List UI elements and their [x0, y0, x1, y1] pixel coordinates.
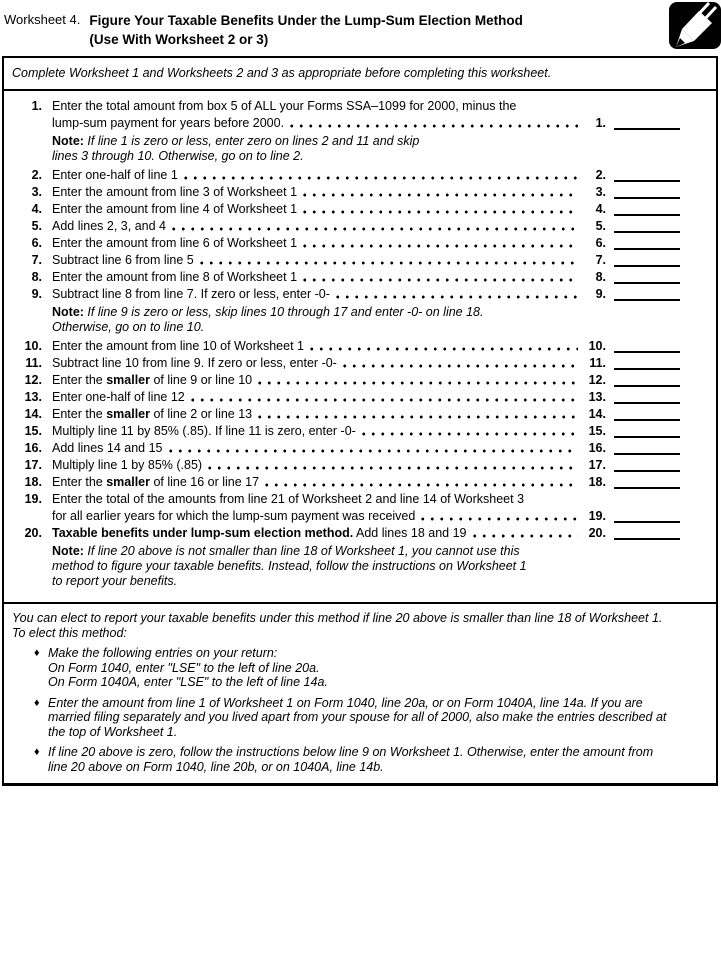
note-line: to report your benefits. [52, 574, 178, 588]
note-label: Note: [52, 305, 84, 319]
bullet-text [48, 696, 708, 740]
answer-blank-line-20[interactable] [614, 538, 680, 540]
line-text [52, 406, 252, 423]
line-text [52, 201, 297, 218]
answer-number: 19. [588, 509, 606, 523]
line-row [12, 508, 680, 525]
answer-blank-line-17[interactable] [614, 470, 680, 472]
line-row [12, 389, 680, 406]
line-row [12, 355, 680, 372]
answer-number: 11. [589, 356, 606, 370]
bullet-icon: ♦ [34, 746, 40, 758]
dot-leader [287, 115, 578, 132]
note-line [52, 305, 680, 320]
answer-blank-line-12[interactable] [614, 385, 680, 387]
line-row [12, 440, 680, 457]
dot-leader [359, 423, 578, 440]
plain-text: Enter the [52, 373, 107, 387]
answer-blank-line-2[interactable] [614, 180, 680, 182]
answer-number: 14. [588, 407, 606, 421]
dot-leader [169, 218, 578, 235]
dot-leader [255, 372, 578, 389]
line-number: 14. [24, 407, 42, 421]
plain-text: Multiply line 1 by 85% (.85) [52, 458, 203, 472]
plain-text: for all earlier years for which the lump-sum payment was received [52, 509, 416, 523]
line-number: 11. [25, 356, 42, 370]
line-row [12, 98, 680, 115]
line-number: 2. [31, 168, 42, 182]
dot-leader [300, 235, 578, 252]
answer-blank-line-7[interactable] [614, 265, 680, 267]
bullet-item-2 [34, 696, 708, 740]
answer-number: 20. [588, 526, 606, 540]
answer-blank-line-5[interactable] [614, 231, 680, 233]
line-text [52, 491, 524, 508]
answer-blank-line-16[interactable] [614, 453, 680, 455]
answer-blank-line-18[interactable] [614, 487, 680, 489]
plain-text: Add lines 18 and 19 [353, 526, 467, 540]
bold-text: smaller [106, 373, 150, 387]
dot-leader [333, 286, 578, 303]
answer-blank-line-9[interactable] [614, 299, 680, 301]
line-number: 10. [24, 339, 42, 353]
note-line: lines 3 through 10. Otherwise, go on to line 2. [52, 149, 304, 163]
dot-leader [166, 440, 578, 457]
worksheet-line-18 [12, 474, 680, 491]
answer-number: 3. [595, 185, 606, 199]
worksheet-line-2 [12, 167, 680, 184]
answer-number: 13. [588, 390, 606, 404]
dot-leader [197, 252, 578, 269]
instruction-line: To elect this method: [12, 625, 127, 640]
answer-number: 17. [588, 458, 606, 472]
answer-blank-line-1[interactable] [614, 128, 680, 130]
answer-blank-line-10[interactable] [614, 351, 680, 353]
line-number: 4. [31, 202, 42, 216]
plain-text: Subtract line 8 from line 7. If zero or less, enter -0- [52, 287, 330, 301]
worksheet-line-20 [12, 525, 680, 542]
worksheet-lines [4, 91, 716, 604]
note-text: If line 20 above is not smaller than line 18 of Worksheet 1, you cannot use this [83, 544, 520, 558]
worksheet-line-17 [12, 457, 680, 474]
answer-number: 16. [588, 441, 606, 455]
line-row [12, 372, 680, 389]
line-text [52, 269, 297, 286]
instruction-line: the top of Worksheet 1. [48, 724, 178, 739]
worksheet-line-9 [12, 286, 680, 303]
line-row [12, 235, 680, 252]
line-number: 12. [24, 373, 42, 387]
line-row [12, 423, 680, 440]
line-number: 16. [24, 441, 42, 455]
plain-text: Enter the [52, 475, 107, 489]
worksheet-line-11 [12, 355, 680, 372]
worksheet-number-label: Worksheet 4. [4, 12, 81, 27]
line-row [12, 286, 680, 303]
dot-leader [340, 355, 578, 372]
dot-leader [262, 474, 578, 491]
plain-text: Enter the [52, 407, 107, 421]
line-text [52, 474, 259, 491]
note-line: Otherwise, go on to line 10. [52, 320, 205, 334]
plain-text: Subtract line 10 from line 9. If zero or less, enter -0- [52, 356, 337, 370]
answer-blank-line-11[interactable] [614, 368, 680, 370]
worksheet-line-10 [12, 338, 680, 355]
line-row [12, 525, 680, 542]
answer-number: 5. [595, 219, 606, 233]
bold-text: Taxable benefits under lump-sum election method. [52, 526, 354, 540]
line-row [12, 184, 680, 201]
line-row [12, 491, 680, 508]
instruction-line: Enter the amount from line 1 of Worksheet 1 on Form 1040, line 20a, or on Form 1040A, line 14a. If you are [48, 695, 643, 710]
pencil-icon [669, 2, 721, 49]
answer-number: 2. [595, 168, 606, 182]
answer-number: 7. [595, 253, 606, 267]
line-text [52, 286, 330, 303]
instruction-line: Make the following entries on your return: [48, 646, 278, 660]
plain-text: Enter the amount from line 6 of Worksheet 1 [52, 236, 298, 250]
answer-blank-line-8[interactable] [614, 282, 680, 284]
worksheet-line-19 [12, 491, 680, 525]
pencil-icon-graphic [669, 2, 721, 49]
answer-blank-line-13[interactable] [614, 402, 680, 404]
worksheet-header [0, 0, 721, 49]
line-row [12, 269, 680, 286]
worksheet-line-7 [12, 252, 680, 269]
line-text [52, 115, 284, 132]
line-text [52, 440, 163, 457]
answer-number: 4. [595, 202, 606, 216]
note-block [52, 134, 680, 164]
note-text: If line 1 is zero or less, enter zero on lines 2 and 11 and skip [83, 134, 420, 148]
line-text [52, 167, 178, 184]
answer-number: 12. [588, 373, 606, 387]
note-block [52, 544, 680, 589]
worksheet-line-15 [12, 423, 680, 440]
line-number: 9. [31, 287, 42, 301]
plain-text: Enter the total amount from box 5 of ALL your Forms SSA–1099 for 2000, minus the [52, 99, 517, 113]
answer-blank-line-15[interactable] [614, 436, 680, 438]
plain-text: Enter the amount from line 8 of Worksheet 1 [52, 270, 298, 284]
line-number: 3. [31, 185, 42, 199]
bullet-item-1 [34, 646, 708, 690]
answer-number: 6. [595, 236, 606, 250]
dot-leader [188, 389, 578, 406]
plain-text: Enter the amount from line 3 of Worksheet 1 [52, 185, 298, 199]
line-text [52, 389, 185, 406]
plain-text: of line 2 or line 13 [149, 407, 253, 421]
line-row [12, 457, 680, 474]
answer-blank-line-3[interactable] [614, 197, 680, 199]
line-row [12, 338, 680, 355]
answer-blank-line-14[interactable] [614, 419, 680, 421]
line-row [12, 218, 680, 235]
plain-text: lump-sum payment for years before 2000. [52, 116, 285, 130]
plain-text: of line 16 or line 17 [149, 475, 260, 489]
plain-text: Enter the total of the amounts from line 21 of Worksheet 2 and line 14 of Worksheet 3 [52, 492, 525, 506]
answer-number: 1. [595, 116, 606, 130]
line-number: 15. [24, 424, 42, 438]
line-row [12, 406, 680, 423]
bold-text: smaller [106, 407, 150, 421]
bullet-text [48, 745, 708, 774]
plain-text: Enter one-half of line 12 [52, 390, 185, 404]
plain-text: Enter the amount from line 10 of Worksheet 1 [52, 339, 304, 353]
line-text [52, 355, 337, 372]
instruction-line: On Form 1040A, enter "LSE" to the left of line 14a. [48, 675, 328, 689]
line-text [52, 508, 415, 525]
worksheet-line-16 [12, 440, 680, 457]
line-number: 1. [31, 99, 42, 113]
dot-leader [255, 406, 578, 423]
line-text [52, 218, 166, 235]
worksheet-title [89, 11, 523, 49]
bullet-icon: ♦ [34, 696, 40, 709]
answer-blank-line-19[interactable] [614, 521, 680, 523]
line-number: 13. [24, 390, 42, 404]
note-line [52, 544, 680, 559]
instruction-line: If line 20 above is zero, follow the instructions below line 9 on Worksheet 1. Otherwise, enter the amount from [48, 745, 654, 759]
line-number: 5. [31, 219, 42, 233]
worksheet-line-3 [12, 184, 680, 201]
line-number: 19. [24, 492, 42, 506]
worksheet-line-8 [12, 269, 680, 286]
line-text [52, 98, 516, 115]
answer-number: 15. [588, 424, 606, 438]
answer-blank-line-4[interactable] [614, 214, 680, 216]
answer-number: 10. [588, 339, 606, 353]
line-text [52, 423, 356, 440]
line-number: 17. [24, 458, 42, 472]
line-number: 6. [31, 236, 42, 250]
line-row [12, 201, 680, 218]
worksheet-box [2, 56, 718, 786]
answer-blank-line-6[interactable] [614, 248, 680, 250]
plain-text: Enter one-half of line 1 [52, 168, 178, 182]
line-number: 8. [31, 270, 42, 284]
note-line [52, 134, 680, 149]
worksheet-line-4 [12, 201, 680, 218]
dot-leader [307, 338, 578, 355]
line-row [12, 474, 680, 491]
line-row [12, 252, 680, 269]
dot-leader [418, 508, 578, 525]
line-row [12, 167, 680, 184]
election-intro [12, 611, 708, 640]
plain-text: Add lines 14 and 15 [52, 441, 163, 455]
plain-text: of line 9 or line 10 [149, 373, 253, 387]
dot-leader [300, 201, 578, 218]
plain-text: Enter the amount from line 4 of Worksheet 1 [52, 202, 298, 216]
worksheet-line-14 [12, 406, 680, 423]
dot-leader [205, 457, 578, 474]
note-line: method to figure your taxable benefits. Instead, follow the instructions on Worksheet 1 [52, 559, 527, 573]
worksheet-title-line1: Figure Your Taxable Benefits Under the Lump-Sum Election Method [89, 13, 523, 28]
bullet-icon: ♦ [34, 647, 40, 659]
line-text [52, 338, 304, 355]
bullet-item-3 [34, 745, 708, 774]
note-text: If line 9 is zero or less, skip lines 10 through 17 and enter -0- on line 18. [83, 305, 484, 319]
instruction-line: line 20 above on Form 1040, line 20b, or on 1040A, line 14b. [48, 759, 384, 774]
line-number: 18. [24, 475, 42, 489]
line-text [52, 372, 252, 389]
instruction-line: On Form 1040, enter "LSE" to the left of line 20a. [48, 660, 320, 675]
instruction-line: You can elect to report your taxable benefits under this method if line 20 above is smaller than line 18 of Worksheet 1. [12, 611, 663, 625]
dot-leader [300, 269, 578, 286]
line-text [52, 457, 202, 474]
dot-leader [300, 184, 578, 201]
line-text [52, 235, 297, 252]
worksheet-line-1 [12, 98, 680, 132]
line-number: 7. [31, 253, 42, 267]
answer-number: 9. [595, 287, 606, 301]
dot-leader [181, 167, 578, 184]
worksheet-line-6 [12, 235, 680, 252]
worksheet-line-5 [12, 218, 680, 235]
note-block [52, 305, 680, 335]
instruction-line: married filing separately and you lived apart from your spouse for all of 2000, also make the entries described at [48, 710, 667, 724]
line-text [52, 184, 297, 201]
line-text [52, 525, 467, 542]
answer-number: 8. [595, 270, 606, 284]
dot-leader [470, 525, 579, 542]
worksheet-line-13 [12, 389, 680, 406]
bold-text: smaller [106, 475, 150, 489]
line-row [12, 115, 680, 132]
bullet-text [48, 646, 708, 690]
answer-number: 18. [588, 475, 606, 489]
worksheet-line-12 [12, 372, 680, 389]
plain-text: Subtract line 6 from line 5 [52, 253, 194, 267]
plain-text: Multiply line 11 by 85% (.85). If line 11 is zero, enter -0- [52, 424, 356, 438]
note-label: Note: [52, 134, 84, 148]
line-text [52, 252, 194, 269]
intro-instruction: Complete Worksheet 1 and Worksheets 2 and 3 as appropriate before completing this worksheet. [4, 58, 716, 91]
line-number: 20. [24, 526, 42, 540]
worksheet-title-line2: (Use With Worksheet 2 or 3) [89, 32, 269, 47]
election-instructions [4, 604, 716, 783]
plain-text: Add lines 2, 3, and 4 [52, 219, 166, 233]
note-label: Note: [52, 544, 84, 558]
